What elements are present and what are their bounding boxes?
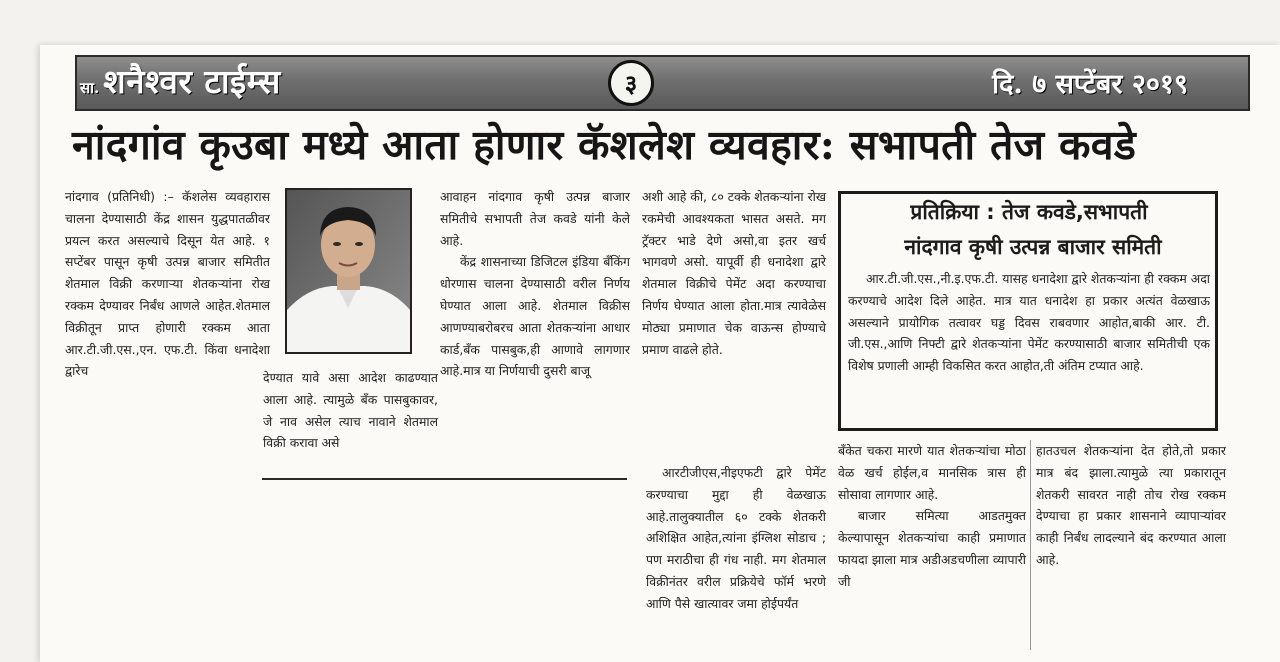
paragraph: केंद्र शासनाच्या डिजिटल इंडिया बँकिंग धोरणास चालना देण्यासाठी वरील निर्णय घेण्यात आला आहे. शेतमाल विक्रीस आणण्याबरोबरच आता शेतकऱ्यांना आधार कार्ड,बँक पासबुक,ही आणावे लागणार आहे.मात्र या निर्णयाची दुसरी बाजू	[440, 254, 630, 379]
brand-name: शनैश्वर टाईम्स	[103, 62, 281, 101]
paragraph: अशी आहे की, ८० टक्के शेतकऱ्यांना रोख रकमेची आवश्यकता भासत असते. मग ट्रॅक्टर भाडे देणे असो,वा इतर खर्च भागवणे असो. यापूर्वी ही धनादेशा द्वारे शेतमाल विक्रीचे पेमेंट अदा करण्याचा निर्णय घेण्यात आला होता.मात्र त्यावेळेस मोठ्या प्रमाणात चेक वाऊन्स होण्याचे प्रमाण वाढले होते.	[642, 189, 826, 357]
article-column-3	[440, 186, 630, 382]
paragraph: बाजार समित्या आडतमुक्त केल्यापासून शेतकऱ्यांचा काही प्रमाणात फायदा झाला मात्र अडीअडचणीला व्यापारी जी	[838, 508, 1026, 589]
portrait-illustration	[287, 190, 410, 352]
portrait-photo	[285, 188, 412, 354]
article-column-4	[642, 186, 826, 360]
paragraph: नांदगाव (प्रतिनिधी) :– कॅशलेस व्यवहारास चालना देण्यासाठी केंद्र शासन युद्धपातळीवर प्रयत्न करत असल्याचे दिसून येत आहे. १ सप्टेंबर पासून कृषी उत्पन्न बाजार समितीत शेतमाल विक्री करणाऱ्या शेतकऱ्यांना रोख रक्कम देण्यावर निर्बंध आणले आहेत.शेतमाल विक्रीतून प्राप्त होणारी रक्कम आता आर.टी.जी.एस.,एन. एफ.टी. किंवा धनादेशा द्वारेच	[65, 189, 270, 379]
article-column-7	[1036, 440, 1226, 571]
paragraph: आरटीजीएस,नीइएफटी द्वारे पेमेंट करण्याचा मुद्दा ही वेळखाऊ आहे.तालुक्यातील ६० टक्के शेतकरी अशिक्षित आहेत,त्यांना इंग्लिश सोडाच ; पण मराठीचा ही गंध नाही. मग शेतमाल विक्रीनंतर वरील प्रक्रियेचे फॉर्म भरणे आणि पैसे खात्यावर जमा होईपर्यंत	[646, 465, 826, 611]
paragraph: आर.टी.जी.एस.,नी.इ.एफ.टी. यासह धनादेशा द्वारे शेतकऱ्यांना ही रक्कम अदा करण्याचे आदेश दिले आहेत. मात्र यात धनादेश हा प्रकार अत्यंत वेळखाऊ असल्याने प्रायोगिक तत्वावर घड्ड दिवस राबवणार आहोत,बाकी आर. टी. जी.एस.,आणि निफ्टी द्वारे शेतकऱ्यांना पेमेंट करण्यासाठी बाजार समितीची एक विशेष प्रणाली आम्ही विकसित करत आहोत,ती अंतिम टप्यात आहे.	[848, 271, 1210, 374]
issue-date: दि. ७ सप्टेंबर २०१९	[992, 69, 1188, 100]
paragraph: हातउचल शेतकऱ्यांना देत होते,तो प्रकार मात्र बंद झाला.त्यामुळे त्या प्रकारातून शेतकरी सावरत नाही तोच रोख रक्कम देण्याचा हा प्रकार शासनाने व्यापाऱ्यांवर काही निर्बंध लादल्याने बंद करण्यात आला आहे.	[1036, 443, 1226, 567]
article-column-1	[65, 186, 270, 382]
column-divider-rule	[262, 478, 627, 480]
brand-prefix: सा.	[80, 79, 100, 97]
article-column-2	[263, 367, 438, 454]
paragraph: बँकेत चकरा मारणे यात शेतकऱ्यांचा मोठा वेळ खर्च होईल,व मानसिक त्रास ही सोसावा लागणार आहे.	[838, 443, 1026, 502]
reaction-subtitle: नांदगाव कृषी उत्पन्न बाजार समिती	[904, 235, 1162, 259]
article-column-6	[838, 440, 1026, 593]
page-number-badge: ३	[608, 60, 654, 106]
column-separator	[1030, 440, 1031, 650]
reaction-title: प्रतिक्रिया : तेज कवडे,सभापती	[910, 200, 1148, 224]
paragraph: आवाहन नांदगाव कृषी उत्पन्न बाजार समितीचे सभापती तेज कवडे यांनी केले आहे.	[440, 189, 630, 248]
article-column-5	[646, 462, 826, 615]
reaction-body	[848, 268, 1210, 377]
newspaper-brand	[80, 58, 281, 106]
article-headline: नांदगांव कृउबा मध्ये आता होणार कॅशलेश व्यवहार: सभापती तेज कवडे	[72, 121, 1137, 169]
paragraph: देण्यात यावे असा आदेश काढण्यात आला आहे. त्यामुळे बँक पासबुकावर, जे नाव असेल त्याच नावाने शेतमाल विक्री करावा असे	[263, 370, 438, 451]
